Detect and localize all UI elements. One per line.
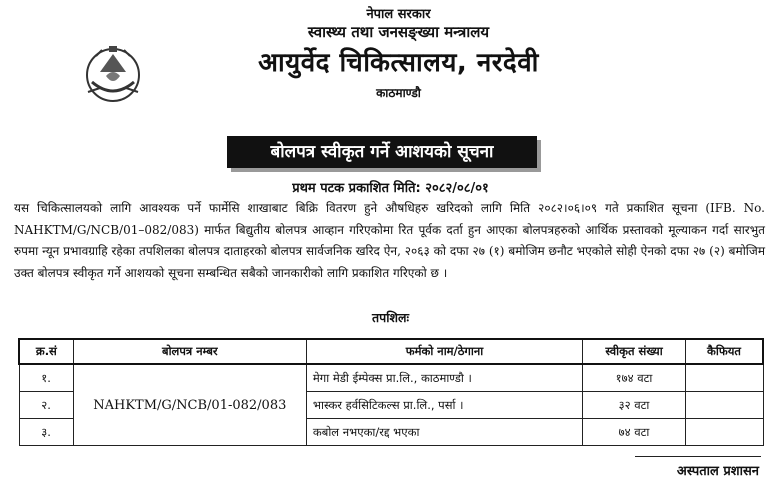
table-header-row [19, 339, 763, 364]
row-firm: भास्कर हर्वसिटिकल्स प्रा.लि., पर्सा । [306, 392, 582, 419]
publication-date: प्रथम पटक प्रकाशित मिति: २०८२/०८/०१ [292, 181, 489, 196]
footer-signature: अस्पताल प्रशासन [676, 464, 759, 479]
schedule-label: तपशिलः [372, 310, 409, 325]
bid-acceptance-table [18, 338, 764, 446]
bid-number: NAHKTM/G/NCB/01-082/083 [73, 364, 306, 446]
hospital-name: आयुर्वेद चिकित्सालय, नरदेवी [258, 48, 539, 78]
row-accepted: ७४ वटा [583, 419, 686, 446]
table-row [19, 364, 763, 392]
row-firm: कबोल नभएका/रद्द भएका [306, 419, 582, 446]
government-name: नेपाल सरकार [366, 7, 431, 22]
row-firm: मेगा मेडी ईम्पेक्स प्रा.लि., काठमाण्डौ । [306, 364, 582, 392]
location: काठमाण्डौ [376, 86, 421, 100]
signature-line [635, 456, 761, 457]
header-sn: क्र.सं [19, 339, 73, 364]
row-remarks [685, 419, 763, 446]
header-bid-number: बोलपत्र नम्बर [73, 339, 306, 364]
ministry-name: स्वास्थ्य तथा जनसङ्ख्या मन्त्रालय [307, 23, 490, 41]
row-remarks [685, 364, 763, 392]
row-sn: ३. [19, 419, 73, 446]
header-accepted: स्वीकृत संख्या [583, 339, 686, 364]
row-remarks [685, 392, 763, 419]
notice-title: बोलपत्र स्वीकृत गर्ने आशयको सूचना [227, 136, 537, 168]
header-remarks: कैफियत [685, 339, 763, 364]
notice-body: यस चिकित्सालयको लागि आवश्यक पर्ने फार्मेसि शाखाबाट बिक्रि वितरण हुने औषधिहरु खरिदको लागि मिति २०८२।०६।०९ गते प्रकाशित सूचना (IFB. No. NAHKTM/G/NCB/01–082/083) मार्फत बिद्युतीय बोलपत्र आव्हान गरिएकोमा रित पूर्वक दर्ता हुन आएका बोलपत्रहरुको आर्थिक प्रस्तावको मूल्याकन गर्दा सारभुत रुपमा न्यून प्रभावग्राहि रहेका तपशिलका बोलपत्र दाताहरको बोलपत्र सार्वजनिक खरिद ऐन, २०६३ को दफा २७ (१) बमोजिम छनौट भएकोले सोही ऐनको दफा २७ (२) बमोजिम उक्त बोलपत्र स्वीकृत गर्ने आशयको सूचना सम्बन्धित सबैको जानकारीको लागि प्रकाशित गरिएको छ । [14, 201, 765, 280]
row-accepted: १७४ वटा [583, 364, 686, 392]
row-sn: २. [19, 392, 73, 419]
row-accepted: ३२ वटा [583, 392, 686, 419]
header-firm: फर्मको नाम/ठेगाना [306, 339, 582, 364]
row-sn: १. [19, 364, 73, 392]
